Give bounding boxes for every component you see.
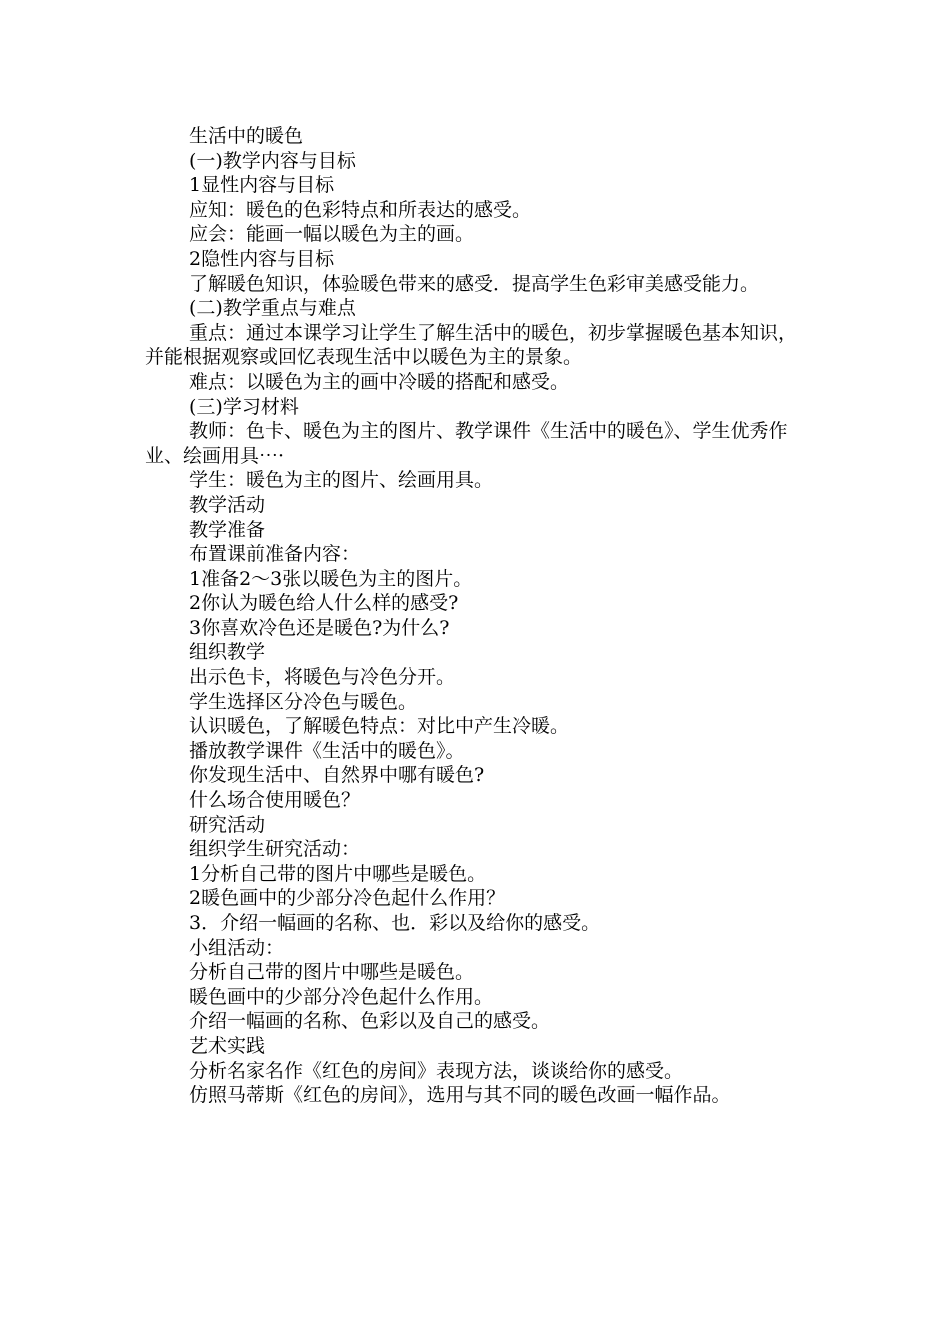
paragraph: 应会：能画一幅以暖色为主的画。 <box>189 223 475 246</box>
paragraph: 播放教学课件《生活中的暖色》。 <box>189 739 465 762</box>
subsection-heading: 1显性内容与目标 <box>189 174 335 197</box>
subsection-heading: 艺术实践 <box>189 1034 266 1057</box>
paragraph: 暖色画中的少部分冷色起什么作用。 <box>189 985 494 1008</box>
paragraph: 你发现生活中、自然界中哪有暖色? <box>189 764 485 787</box>
paragraph: 介绍一幅画的名称、色彩以及自己的感受。 <box>189 1010 551 1033</box>
section-heading: 教学活动 <box>189 493 266 516</box>
paragraph: 分析自己带的图片中哪些是暖色。 <box>189 961 475 984</box>
list-item: 2你认为暖色给人什么样的感受? <box>189 592 459 615</box>
list-item: 1准备2～3张以暖色为主的图片。 <box>189 567 473 590</box>
list-item: 2暖色画中的少部分冷色起什么作用？ <box>189 887 506 910</box>
paragraph: 学生选择区分冷色与暖色。 <box>189 690 418 713</box>
paragraph: 学生：暖色为主的图片、绘画用具。 <box>189 469 494 492</box>
paragraph: 教师：色卡、暖色为主的图片、教学课件《生活中的暖色》、学生优秀作业、绘画用具⋯· <box>145 420 788 467</box>
paragraph: 应知：暖色的色彩特点和所表达的感受。 <box>189 198 532 221</box>
list-item: 1分析自己带的图片中哪些是暖色。 <box>189 862 487 885</box>
section-heading: (三)学习材料 <box>189 395 299 418</box>
paragraph: 难点：以暖色为主的画中冷暖的搭配和感受。 <box>189 370 570 393</box>
paragraph: 了解暖色知识，体验暖色带来的感受．提高学生色彩审美感受能力。 <box>189 272 760 295</box>
paragraph: 组织学生研究活动： <box>189 838 361 861</box>
list-item: 3．介绍一幅画的名称、也．彩以及给你的感受。 <box>189 912 601 934</box>
doc-title: 生活中的暖色 <box>189 125 304 147</box>
paragraph: 什么场合使用暖色？ <box>189 789 361 812</box>
section-heading: (二)教学重点与难点 <box>189 297 356 320</box>
paragraph: 小组活动： <box>189 936 285 959</box>
subsection-heading: 研究活动 <box>189 813 266 836</box>
paragraph: 分析名家名作《红色的房间》表现方法，谈谈给你的感受。 <box>189 1059 684 1082</box>
paragraph: 仿照马蒂斯《红色的房间》，选用与其不同的暖色改画一幅作品。 <box>189 1084 731 1107</box>
paragraph: 布置课前准备内容： <box>189 543 361 566</box>
subsection-heading: 教学准备 <box>189 518 266 541</box>
list-item: 3你喜欢冷色还是暖色?为什么? <box>189 616 450 639</box>
paragraph: 出示色卡，将暖色与冷色分开。 <box>189 666 456 689</box>
section-heading: (一)教学内容与目标 <box>189 149 356 172</box>
paragraph: 认识暖色，了解暖色特点：对比中产生冷暖。 <box>189 715 570 738</box>
subsection-heading: 组织教学 <box>189 641 266 664</box>
paragraph: 重点：通过本课学习让学生了解生活中的暖色，初步掌握暖色基本知识，并能根据观察或回忆表现生活中以暖色为主的景象。 <box>145 321 798 369</box>
document-body <box>145 124 807 1108</box>
subsection-heading: 2隐性内容与目标 <box>189 247 335 270</box>
